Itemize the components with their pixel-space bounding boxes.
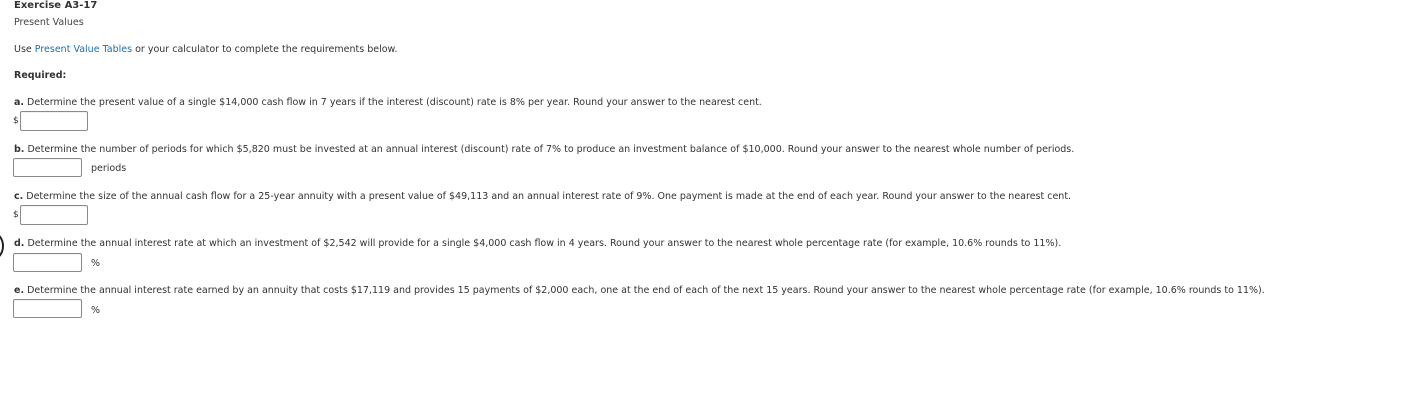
unit-label-percent-d: % xyxy=(91,258,101,269)
question-text: Determine the number of periods for which $5,820 must be invested at an annual interest (discount) rate of 7% to produce an investment balance of $10,000. Round your answer to the nearest whole number of periods. xyxy=(24,144,1075,155)
question-text: Determine the size of the annual cash flow for a 25-year annuity with a present value of $49,113 and an annual interest rate of 9%. One payment is made at the end of each year. Round your answer to the nearest cent. xyxy=(23,191,1072,202)
question-text: Determine the annual interest rate earned by an annuity that costs $17,119 and provides 15 payments of $2,000 each, one at the end of each of the next 15 years. Round your answer to the nearest whole percentage rate (for example, 10.6% rounds to 11%). xyxy=(24,285,1265,296)
present-value-tables-link[interactable]: Present Value Tables xyxy=(34,44,133,55)
dollar-prefix-c: $ xyxy=(13,210,19,220)
answer-input-c[interactable] xyxy=(20,205,88,225)
question-a xyxy=(14,97,762,108)
answer-input-e[interactable] xyxy=(13,299,82,318)
question-letter: a. xyxy=(14,97,25,108)
answer-input-b[interactable] xyxy=(13,158,82,177)
unit-label-periods: periods xyxy=(91,163,127,174)
question-marker-circle xyxy=(0,232,4,260)
dollar-prefix-a: $ xyxy=(13,116,19,126)
question-d xyxy=(14,238,1061,249)
question-letter: e. xyxy=(14,285,25,296)
question-b xyxy=(14,144,1074,155)
question-e xyxy=(14,285,1265,296)
instructions xyxy=(14,44,397,55)
unit-label-percent-e: % xyxy=(91,305,101,316)
question-c xyxy=(14,191,1071,202)
question-text: Determine the present value of a single $14,000 cash flow in 7 years if the interest (discount) rate is 8% per year. Round your answer to the nearest cent. xyxy=(24,97,762,108)
exercise-title: Exercise A3-17 xyxy=(14,0,98,11)
intro-prefix: Use xyxy=(14,44,35,55)
answer-input-d[interactable] xyxy=(13,253,82,272)
exercise-subtitle: Present Values xyxy=(14,17,84,28)
question-letter: d. xyxy=(14,238,25,249)
required-heading: Required: xyxy=(14,70,67,81)
question-letter: c. xyxy=(14,191,24,202)
question-text: Determine the annual interest rate at which an investment of $2,542 will provide for a single $4,000 cash flow in 4 years. Round your answer to the nearest whole percentage rate (for example, 10.6% rounds to 11%). xyxy=(24,238,1062,249)
question-letter: b. xyxy=(14,144,25,155)
answer-input-a[interactable] xyxy=(20,111,88,131)
intro-suffix: or your calculator to complete the requirements below. xyxy=(132,44,398,55)
